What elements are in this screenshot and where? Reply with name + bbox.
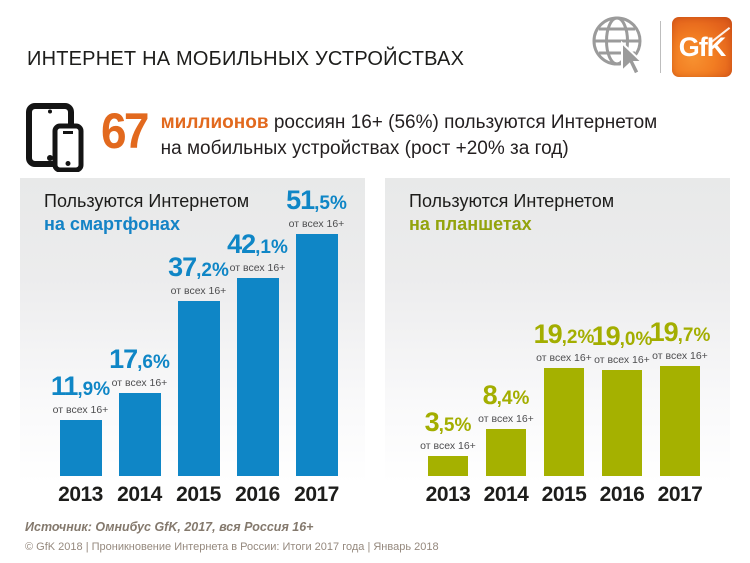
- chart-title: [409, 190, 614, 236]
- chart-title-line2: на планшетах: [409, 214, 532, 234]
- years-row: [51, 483, 346, 507]
- bar-value-decimal: ,6%: [137, 352, 170, 373]
- year-label: 2014: [117, 483, 162, 506]
- bar: [544, 368, 584, 476]
- key-fact-line1: россиян 16+ (56%) пользуются Интернетом: [268, 112, 658, 133]
- bar-value-integer: 19: [591, 321, 620, 351]
- bar-value-decimal: ,0%: [619, 329, 653, 350]
- bar-value-integer: 37: [168, 252, 197, 282]
- bar-column: [168, 252, 229, 476]
- copyright-note: © GfK 2018 | Проникновение Интернета в России: Итоги 2017 года | Январь 2018: [25, 541, 439, 553]
- bar-value-integer: 17: [109, 344, 138, 374]
- bar-column: [591, 321, 653, 476]
- bar-value-label: [591, 321, 653, 353]
- bar: [60, 420, 102, 476]
- gfk-logo: [672, 17, 732, 77]
- bar-value-integer: 11: [50, 371, 78, 401]
- chart-title-line1: Пользуются Интернетом: [44, 191, 250, 211]
- chart-title-line1: Пользуются Интернетом: [409, 191, 615, 211]
- bar-value-decimal: ,4%: [496, 388, 530, 409]
- bar-column: [50, 371, 111, 476]
- bar-value-decimal: ,5%: [314, 193, 347, 214]
- bar-column: [477, 380, 535, 476]
- key-fact-line2: на мобильных устройствах (рост +20% за год): [160, 138, 569, 159]
- bar: [237, 278, 279, 476]
- bar: [119, 393, 161, 476]
- year-label: 2013: [425, 483, 471, 506]
- bar-column: [227, 229, 288, 476]
- bar-value-integer: 3: [424, 407, 439, 437]
- bar-value-label: [482, 380, 530, 412]
- year-label: 2013: [58, 483, 103, 506]
- bar-value-sublabel: от всех 16+: [170, 285, 227, 297]
- bar-value-integer: 19: [649, 317, 678, 347]
- bar-value-sublabel: от всех 16+: [652, 350, 708, 362]
- year-label: 2017: [657, 483, 703, 506]
- bar: [178, 301, 220, 476]
- brand-divider: [660, 21, 661, 73]
- bar-value-integer: 19: [533, 319, 562, 349]
- tablet-chart-panel: [385, 178, 730, 510]
- bar-value-label: [109, 344, 170, 376]
- year-label: 2015: [176, 483, 221, 506]
- source-note: Источник: Омнибус GfK, 2017, вся Россия 16+: [25, 520, 314, 534]
- bars-row: [419, 317, 711, 476]
- globe-with-cursor-icon: [591, 14, 649, 81]
- bar-value-decimal: ,2%: [196, 260, 229, 281]
- year-label: 2014: [483, 483, 529, 506]
- page-title: ИНТЕРНЕТ НА МОБИЛЬНЫХ УСТРОЙСТВАХ: [27, 48, 465, 70]
- bar-value-decimal: ,7%: [677, 325, 711, 346]
- bar-value-label: [533, 319, 595, 351]
- bar-value-label: [286, 185, 347, 217]
- bar-value-sublabel: от всех 16+: [52, 404, 109, 416]
- bar-value-label: [649, 317, 711, 349]
- bar-column: [109, 344, 170, 476]
- bar-value-label: [168, 252, 229, 284]
- bar: [486, 429, 526, 476]
- bar-value-label: [50, 371, 111, 403]
- bar: [296, 234, 338, 476]
- bar-value-integer: 8: [482, 380, 497, 410]
- brand-block: [591, 17, 732, 77]
- key-fact-text: [161, 110, 658, 162]
- bar-value-label: [227, 229, 288, 261]
- bar-column: [286, 185, 347, 476]
- bar-value-sublabel: от всех 16+: [229, 262, 286, 274]
- year-label: 2017: [294, 483, 339, 506]
- tablet-and-smartphone-icon: [25, 102, 85, 177]
- bar-value-sublabel: от всех 16+: [594, 354, 650, 366]
- bar: [428, 456, 468, 476]
- bar: [602, 370, 642, 476]
- bar-column: [649, 317, 711, 476]
- gfk-logo-text: GfK: [678, 31, 726, 62]
- smartphone-chart-panel: [20, 178, 365, 510]
- years-row: [419, 483, 709, 507]
- bar-value-integer: 42: [227, 229, 256, 259]
- bar-value-decimal: ,9%: [77, 379, 111, 400]
- bar-column: [419, 407, 477, 476]
- year-label: 2016: [235, 483, 280, 506]
- bar-value-sublabel: от всех 16+: [111, 377, 168, 389]
- year-label: 2016: [599, 483, 645, 506]
- key-fact: [25, 102, 657, 177]
- bar: [660, 366, 700, 476]
- key-number: 67: [101, 103, 147, 159]
- bar-value-decimal: ,2%: [561, 327, 595, 348]
- bars-row: [50, 185, 347, 476]
- bar-value-sublabel: от всех 16+: [478, 413, 534, 425]
- bar-value-sublabel: от всех 16+: [288, 218, 345, 230]
- bar-value-sublabel: от всех 16+: [420, 440, 476, 452]
- year-label: 2015: [541, 483, 587, 506]
- bar-value-decimal: ,5%: [438, 415, 472, 436]
- bar-value-decimal: ,1%: [255, 237, 288, 258]
- bar-value-label: [424, 407, 472, 439]
- key-fact-highlight: миллионов: [160, 112, 269, 133]
- bar-value-integer: 51: [286, 185, 315, 215]
- bar-value-sublabel: от всех 16+: [536, 352, 592, 364]
- chart-title-line2: на смартфонах: [44, 214, 180, 234]
- bar-column: [533, 319, 595, 476]
